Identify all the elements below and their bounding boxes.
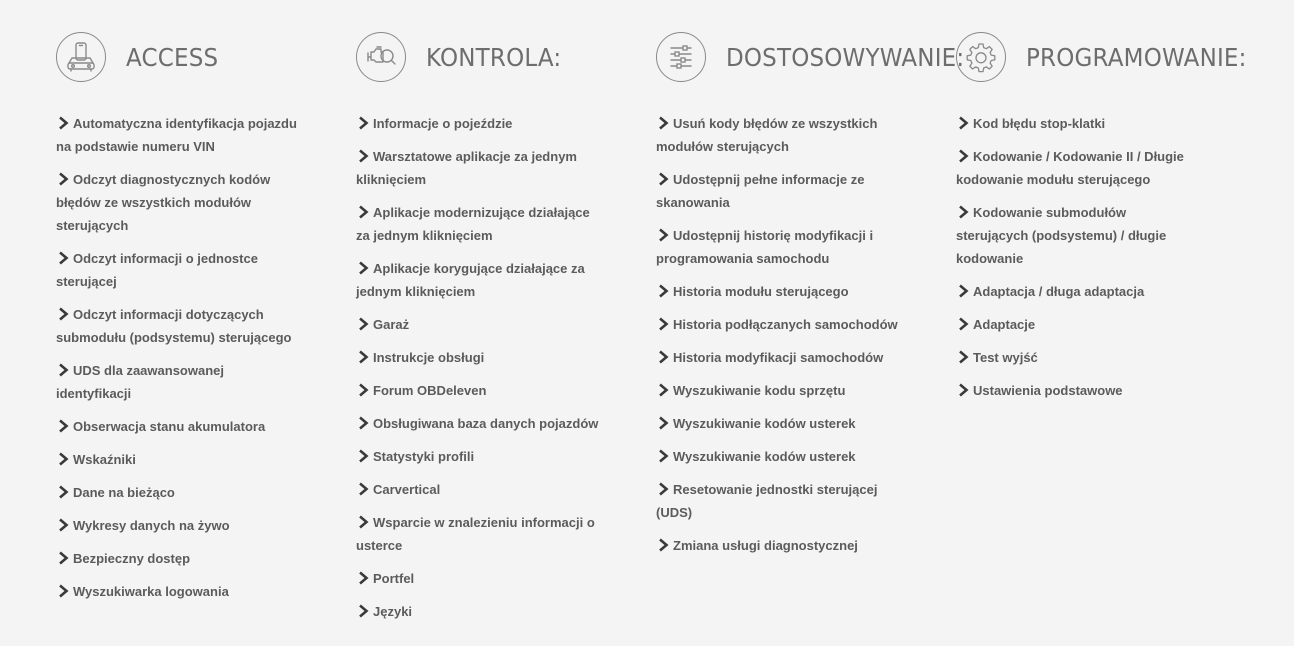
- list-item: [656, 534, 906, 557]
- list-item-label: Zmiana usługi diagnostycznej: [673, 538, 858, 553]
- list-item: [656, 412, 906, 435]
- chevron-right-icon: [356, 416, 370, 430]
- list-item: [956, 201, 1206, 270]
- list-item-label: Odczyt informacji o jednostce sterującej: [56, 251, 258, 289]
- list-item-label: Adaptacje: [973, 317, 1036, 332]
- list-item: [56, 303, 306, 349]
- list-item: [356, 112, 606, 135]
- chevron-right-icon: [56, 251, 70, 265]
- chevron-right-icon: [656, 416, 670, 430]
- chevron-right-icon: [356, 205, 370, 219]
- list-item: [956, 313, 1206, 336]
- list-item-label: Instrukcje obsługi: [373, 350, 485, 365]
- chevron-right-icon: [356, 482, 370, 496]
- chevron-right-icon: [56, 419, 70, 433]
- chevron-right-icon: [956, 317, 970, 331]
- chevron-right-icon: [656, 317, 670, 331]
- chevron-right-icon: [656, 350, 670, 364]
- chevron-right-icon: [56, 363, 70, 377]
- car-phone-icon: [56, 32, 106, 82]
- list-item-label: Wsparcie w znalezieniu informacji o usterce: [356, 515, 595, 553]
- list-item: [956, 145, 1206, 191]
- chevron-right-icon: [956, 205, 970, 219]
- list-item: [356, 567, 606, 590]
- list-item-label: Wyszukiwanie kodów usterek: [673, 416, 856, 431]
- list-item-label: Dane na bieżąco: [73, 485, 175, 500]
- list-item: [656, 168, 906, 214]
- list-item: [656, 445, 906, 468]
- column-title: KONTROLA:: [426, 42, 562, 72]
- list-item-label: Test wyjść: [973, 350, 1038, 365]
- chevron-right-icon: [356, 571, 370, 585]
- list-item-label: Kodowanie submodułów sterujących (podsystemu) / długie kodowanie: [956, 205, 1167, 266]
- list-item-label: Wyszukiwanie kodu sprzętu: [673, 383, 846, 398]
- list-item-label: Portfel: [373, 571, 415, 586]
- feature-list: [656, 112, 906, 557]
- list-item: [356, 201, 606, 247]
- list-item: [656, 346, 906, 369]
- list-item-label: Odczyt diagnostycznych kodów błędów ze wszystkich modułów sterujących: [56, 172, 271, 233]
- list-item-label: Kodowanie / Kodowanie II / Długie kodowanie modułu sterującego: [956, 149, 1184, 187]
- list-item-label: Wyszukiwarka logowania: [73, 584, 229, 599]
- chevron-right-icon: [656, 116, 670, 130]
- list-item: [356, 600, 606, 623]
- column-access: [56, 30, 306, 613]
- list-item: [56, 359, 306, 405]
- chevron-right-icon: [356, 383, 370, 397]
- list-item: [56, 112, 306, 158]
- column-title: DOSTOSOWYWANIE:: [726, 42, 965, 72]
- sliders-icon: [656, 32, 706, 82]
- list-item-label: Udostępnij historię modyfikacji i programowania samochodu: [656, 228, 874, 266]
- list-item-label: Automatyczna identyfikacja pojazdu na podstawie numeru VIN: [56, 116, 297, 154]
- chevron-right-icon: [956, 116, 970, 130]
- list-item-label: Historia modułu sterującego: [673, 284, 849, 299]
- list-item-label: Historia podłączanych samochodów: [673, 317, 898, 332]
- list-item-label: UDS dla zaawansowanej identyfikacji: [56, 363, 224, 401]
- chevron-right-icon: [356, 317, 370, 331]
- list-item: [356, 257, 606, 303]
- list-item-label: Statystyki profili: [373, 449, 475, 464]
- list-item-label: Języki: [373, 604, 413, 619]
- column-title: PROGRAMOWANIE:: [1026, 42, 1247, 72]
- chevron-right-icon: [656, 449, 670, 463]
- list-item: [656, 313, 906, 336]
- column-header-programowanie: [956, 30, 1247, 84]
- chevron-right-icon: [356, 350, 370, 364]
- list-item: [356, 379, 606, 402]
- list-item-label: Informacje o pojeździe: [373, 116, 513, 131]
- list-item-label: Historia modyfikacji samochodów: [673, 350, 884, 365]
- list-item-label: Obserwacja stanu akumulatora: [73, 419, 266, 434]
- list-item: [656, 112, 906, 158]
- list-item: [56, 514, 306, 537]
- chevron-right-icon: [656, 172, 670, 186]
- chevron-right-icon: [56, 307, 70, 321]
- list-item: [56, 247, 306, 293]
- list-item: [356, 346, 606, 369]
- list-item: [56, 580, 306, 603]
- list-item: [56, 481, 306, 504]
- chevron-right-icon: [656, 482, 670, 496]
- list-item-label: Obsługiwana baza danych pojazdów: [373, 416, 599, 431]
- chevron-right-icon: [956, 149, 970, 163]
- list-item: [356, 511, 606, 557]
- list-item: [956, 346, 1206, 369]
- chevron-right-icon: [956, 383, 970, 397]
- list-item-label: Bezpieczny dostęp: [73, 551, 191, 566]
- gear-icon: [956, 32, 1006, 82]
- chevron-right-icon: [356, 149, 370, 163]
- column-dostosowywanie: [656, 30, 965, 567]
- chevron-right-icon: [656, 228, 670, 242]
- chevron-right-icon: [356, 449, 370, 463]
- list-item: [356, 445, 606, 468]
- list-item: [56, 547, 306, 570]
- list-item: [656, 280, 906, 303]
- list-item-label: Usuń kody błędów ze wszystkich modułów sterujących: [656, 116, 878, 154]
- list-item: [656, 379, 906, 402]
- chevron-right-icon: [56, 452, 70, 466]
- list-item: [656, 478, 906, 524]
- chevron-right-icon: [956, 350, 970, 364]
- list-item-label: Wykresy danych na żywo: [73, 518, 230, 533]
- chevron-right-icon: [356, 261, 370, 275]
- list-item: [56, 448, 306, 471]
- column-kontrola: [356, 30, 606, 633]
- chevron-right-icon: [56, 172, 70, 186]
- list-item-label: Kod błędu stop-klatki: [973, 116, 1106, 131]
- list-item-label: Wyszukiwanie kodów usterek: [673, 449, 856, 464]
- column-header-dostosowywanie: [656, 30, 965, 84]
- list-item: [56, 168, 306, 237]
- list-item-label: Warsztatowe aplikacje za jednym kliknięciem: [356, 149, 577, 187]
- list-item-label: Ustawienia podstawowe: [973, 383, 1123, 398]
- chevron-right-icon: [56, 551, 70, 565]
- list-item-label: Wskaźniki: [73, 452, 136, 467]
- list-item-label: Odczyt informacji dotyczących submodułu (podsystemu) sterującego: [56, 307, 292, 345]
- list-item: [56, 415, 306, 438]
- chevron-right-icon: [656, 538, 670, 552]
- chevron-right-icon: [356, 604, 370, 618]
- chevron-right-icon: [656, 383, 670, 397]
- feature-list: [356, 112, 606, 623]
- list-item-label: Aplikacje modernizujące działające za jednym kliknięciem: [356, 205, 590, 243]
- list-item: [656, 224, 906, 270]
- list-item-label: Adaptacja / długa adaptacja: [973, 284, 1145, 299]
- column-header-access: [56, 30, 306, 84]
- list-item-label: Udostępnij pełne informacje ze skanowania: [656, 172, 865, 210]
- list-item: [956, 379, 1206, 402]
- list-item-label: Garaż: [373, 317, 410, 332]
- chevron-right-icon: [956, 284, 970, 298]
- feature-list: [956, 112, 1206, 402]
- list-item-label: Aplikacje korygujące działające za jednym kliknięciem: [356, 261, 585, 299]
- column-header-kontrola: [356, 30, 606, 84]
- chevron-right-icon: [56, 116, 70, 130]
- chevron-right-icon: [656, 284, 670, 298]
- list-item: [356, 412, 606, 435]
- chevron-right-icon: [356, 515, 370, 529]
- chevron-right-icon: [56, 584, 70, 598]
- feature-list: [56, 112, 306, 603]
- chevron-right-icon: [56, 485, 70, 499]
- list-item: [356, 478, 606, 501]
- list-item-label: Forum OBDeleven: [373, 383, 487, 398]
- list-item: [356, 313, 606, 336]
- column-title: ACCESS: [126, 42, 219, 72]
- engine-search-icon: [356, 32, 406, 82]
- chevron-right-icon: [56, 518, 70, 532]
- chevron-right-icon: [356, 116, 370, 130]
- list-item: [956, 280, 1206, 303]
- column-programowanie: [956, 30, 1247, 412]
- list-item: [956, 112, 1206, 135]
- list-item-label: Resetowanie jednostki sterującej (UDS): [656, 482, 878, 520]
- list-item: [356, 145, 606, 191]
- list-item-label: Carvertical: [373, 482, 441, 497]
